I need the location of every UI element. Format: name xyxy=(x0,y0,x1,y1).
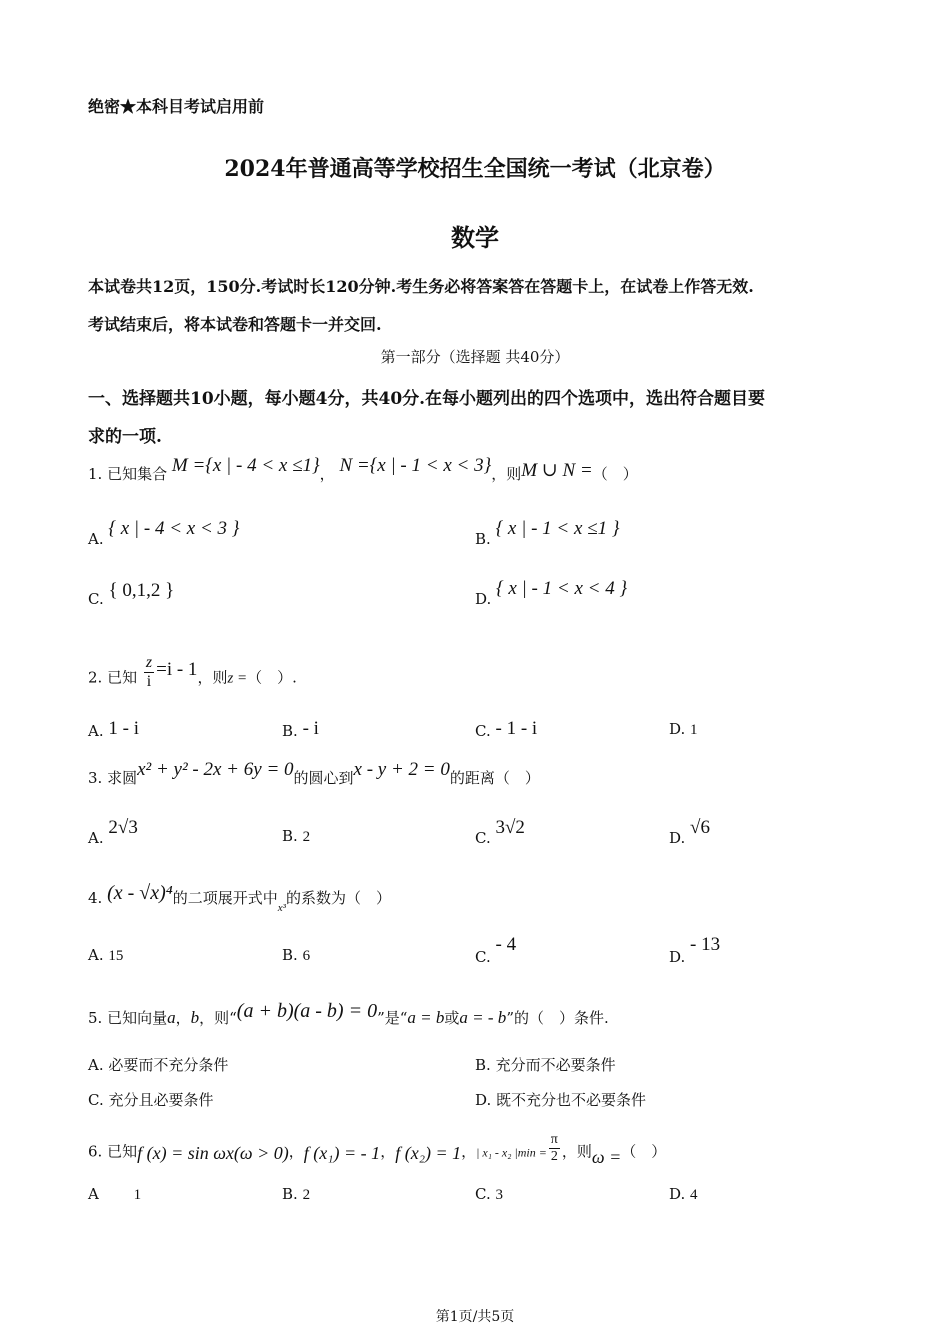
part-one-title: 第一部分（选择题 共40分） xyxy=(380,348,570,366)
fraction-numerator: π xyxy=(550,1132,558,1147)
fraction-denominator: 2 xyxy=(550,1149,558,1164)
question-2-option-d[interactable] xyxy=(669,720,698,739)
option-expression: 2 xyxy=(302,1187,311,1203)
question-5-then: ，则“ xyxy=(199,1009,237,1027)
question-3-suffix: 的距离（ ） xyxy=(449,769,540,787)
question-2-option-c[interactable] xyxy=(475,720,537,742)
question-5-opposite: a = - b xyxy=(459,1008,507,1027)
question-4-option-a[interactable] xyxy=(88,946,123,965)
option-label: B. xyxy=(475,1056,491,1074)
question-6-option-d[interactable] xyxy=(669,1185,698,1204)
question-3-option-a[interactable] xyxy=(88,817,138,849)
question-2-then: ，则 xyxy=(197,668,228,687)
question-5-condition: (a + b)(a - b) = 0 xyxy=(236,1000,378,1022)
option-label: A xyxy=(88,1185,99,1203)
question-6-f-x1: f (x₁) = - 1 xyxy=(303,1142,381,1163)
question-3-mid: 的圆心到 xyxy=(293,769,354,787)
question-1-paren: （ ） xyxy=(592,465,638,483)
question-6 xyxy=(88,1132,667,1169)
option-expression: - 1 - i xyxy=(495,718,538,739)
question-6-option-c[interactable] xyxy=(475,1185,503,1204)
fraction-denominator: i xyxy=(146,673,152,690)
question-3-prefix: 3. 求圆 xyxy=(88,769,138,787)
question-6-then: ，则 xyxy=(561,1142,592,1161)
question-1-set-n: N ={x | - 1 < x < 3} xyxy=(339,455,492,476)
option-label: A. xyxy=(88,530,104,548)
question-1-set-m: M ={x | - 4 < x ≤1} xyxy=(171,455,320,476)
question-4-mid: 的二项展开式中 xyxy=(172,889,278,907)
question-6-sep3: ， xyxy=(461,1142,477,1161)
question-4 xyxy=(88,882,391,914)
question-1-sep: ， xyxy=(319,465,335,483)
question-1-union: M ∪ N = xyxy=(521,460,593,481)
question-4-term: x³ xyxy=(277,902,286,914)
question-5-comma: ， xyxy=(175,1009,191,1027)
option-label: C. xyxy=(88,590,104,608)
question-6-f-x2: f (x₂) = 1 xyxy=(395,1142,462,1163)
option-label: B. xyxy=(282,827,298,845)
question-5 xyxy=(88,1000,609,1029)
question-1-option-a[interactable] xyxy=(88,518,240,550)
question-6-paren: （ ） xyxy=(621,1142,667,1161)
question-4-prefix: 4. xyxy=(88,889,103,907)
option-label: A. xyxy=(88,946,104,964)
question-4-option-c[interactable] xyxy=(475,934,517,968)
option-expression: 3 xyxy=(495,1187,503,1203)
question-2-rhs: =i - 1 xyxy=(156,658,198,680)
confidential-mark: 绝密★本科目考试启用前 xyxy=(88,97,265,116)
option-label: C. xyxy=(88,1091,104,1109)
notice-line-2: 考试结束后，将本试卷和答题卡一并交回. xyxy=(88,315,382,334)
question-3 xyxy=(88,759,540,789)
question-2-paren: （ ）. xyxy=(247,668,297,687)
notice-line-1: 本试卷共12页，150分.考试时长120分钟.考生务必将答案答在答题卡上，在试卷上作答无效. xyxy=(88,277,754,296)
option-expression: 3√2 xyxy=(495,817,525,838)
question-2-option-b[interactable] xyxy=(282,720,319,742)
question-6-prefix: 6. 已知 xyxy=(88,1142,138,1161)
question-4-suffix: 的系数为（ ） xyxy=(285,889,391,907)
option-expression: { x | - 1 < x < 4 } xyxy=(496,578,628,599)
option-label: D. xyxy=(669,720,686,738)
subject-title: 数学 xyxy=(451,223,499,252)
option-expression: 4 xyxy=(690,1187,698,1203)
option-label: D. xyxy=(669,948,686,966)
question-2-var: z = xyxy=(227,670,248,687)
option-expression: - i xyxy=(302,718,319,739)
question-6-sep1: ， xyxy=(288,1142,304,1161)
question-2-option-a[interactable] xyxy=(88,720,139,742)
question-3-option-d[interactable] xyxy=(669,817,710,849)
section-instruction-line-1: 一、选择题共10小题，每小题4分，共40分.在每小题列出的四个选项中，选出符合题目要 xyxy=(88,389,766,409)
option-expression: { x | - 4 < x < 3 } xyxy=(108,518,240,539)
option-expression: 必要而不充分条件 xyxy=(108,1056,229,1074)
question-5-option-a[interactable] xyxy=(88,1054,228,1075)
question-5-prefix: 5. 已知向量 xyxy=(88,1009,168,1027)
question-5-vector-b: b xyxy=(190,1008,200,1027)
option-expression: 1 - i xyxy=(108,718,139,739)
question-6-fraction xyxy=(549,1132,560,1165)
option-label: B. xyxy=(475,530,491,548)
option-expression: √6 xyxy=(690,817,710,838)
question-4-binomial: (x - √x)⁴ xyxy=(107,882,173,904)
option-expression: 15 xyxy=(108,948,124,964)
question-5-suffix: ”的（ ）条件. xyxy=(506,1009,609,1027)
question-5-option-d[interactable] xyxy=(475,1089,646,1110)
question-5-or: 或 xyxy=(444,1009,460,1027)
option-label: B. xyxy=(282,1185,298,1203)
question-4-option-b[interactable] xyxy=(282,946,310,965)
option-expression: 2√3 xyxy=(108,817,138,838)
question-2 xyxy=(88,654,297,697)
question-3-option-c[interactable] xyxy=(475,817,525,849)
option-label: D. xyxy=(475,1091,492,1109)
question-1-option-c[interactable] xyxy=(88,580,175,610)
option-expression: 充分而不必要条件 xyxy=(495,1056,616,1074)
option-expression: 1 xyxy=(133,1187,142,1203)
option-expression: { 0,1,2 } xyxy=(108,580,175,601)
option-label: A. xyxy=(88,829,104,847)
fraction-numerator: z xyxy=(145,654,153,671)
question-5-option-c[interactable] xyxy=(88,1089,214,1110)
question-6-function: f (x) = sin ωx(ω > 0) xyxy=(137,1142,289,1163)
question-3-option-b[interactable] xyxy=(282,827,310,846)
option-expression: 既不充分也不必要条件 xyxy=(496,1091,647,1109)
question-6-option-b[interactable] xyxy=(282,1185,310,1204)
option-label: B. xyxy=(282,946,298,964)
question-2-fraction xyxy=(144,654,154,691)
exam-title: 2024年普通高等学校招生全国统一考试（北京卷） xyxy=(224,156,726,182)
question-5-vector-a: a xyxy=(167,1008,176,1027)
question-1-option-d[interactable] xyxy=(475,578,628,610)
option-expression: - 4 xyxy=(495,934,517,955)
question-2-prefix: 2. 已知 xyxy=(88,668,138,687)
question-6-omega: ω = xyxy=(591,1146,622,1167)
option-label: C. xyxy=(475,948,491,966)
option-label: A. xyxy=(88,722,104,740)
section-instruction-line-2: 求的一项. xyxy=(88,427,162,447)
question-1 xyxy=(88,455,638,485)
option-label: B. xyxy=(282,722,298,740)
option-expression: 1 xyxy=(690,722,698,738)
option-label: D. xyxy=(669,1185,686,1203)
option-label: C. xyxy=(475,722,491,740)
question-6-sep2: ， xyxy=(380,1142,396,1161)
question-1-prefix: 1. 已知集合 xyxy=(88,465,168,483)
option-label: D. xyxy=(475,590,492,608)
page-number: 第1页/共5页 xyxy=(435,1309,515,1325)
option-expression: { x | - 1 < x ≤1 } xyxy=(495,518,620,539)
question-6-min-distance: | x₁ - x₂ |min = xyxy=(476,1145,547,1160)
question-3-circle: x² + y² - 2x + 6y = 0 xyxy=(137,759,294,780)
option-expression: 充分且必要条件 xyxy=(108,1091,214,1109)
option-label: D. xyxy=(669,829,686,847)
question-6-option-a[interactable] xyxy=(88,1185,141,1204)
question-5-equal: a = b xyxy=(407,1008,445,1027)
option-expression: 6 xyxy=(302,948,311,964)
question-3-line: x - y + 2 = 0 xyxy=(353,759,450,780)
question-5-option-b[interactable] xyxy=(475,1054,616,1075)
option-label: C. xyxy=(475,1185,491,1203)
question-1-then: ，则 xyxy=(491,465,522,483)
option-expression: 2 xyxy=(302,829,311,845)
option-label: A. xyxy=(88,1056,104,1074)
option-expression: - 13 xyxy=(690,934,721,955)
question-1-option-b[interactable] xyxy=(475,518,620,550)
question-4-option-d[interactable] xyxy=(669,934,721,968)
question-5-is: ”是“ xyxy=(377,1009,408,1027)
option-label: C. xyxy=(475,829,491,847)
